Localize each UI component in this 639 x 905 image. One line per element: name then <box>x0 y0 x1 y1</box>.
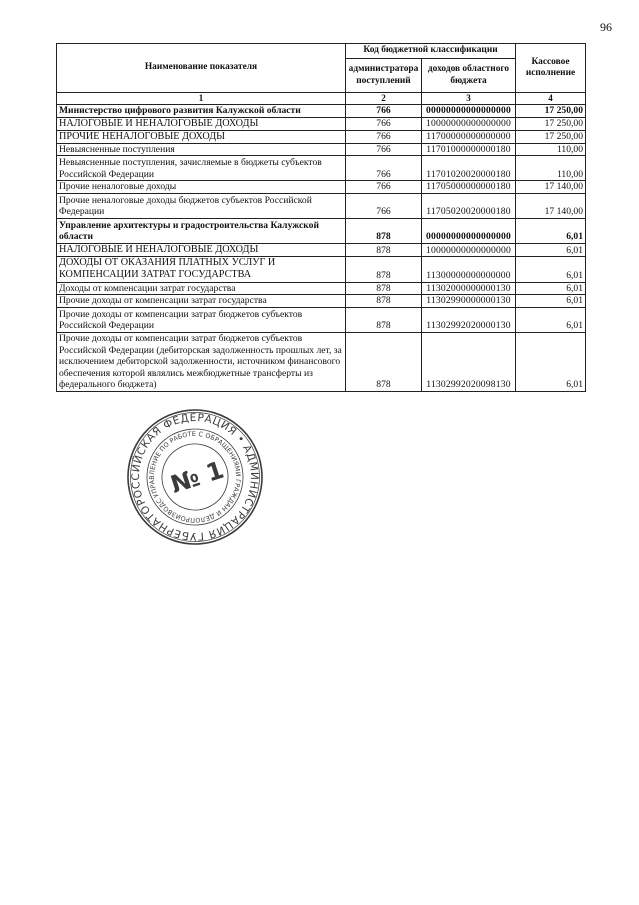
row-code-cell: 00000000000000000 <box>422 105 516 118</box>
table-row <box>57 332 586 391</box>
row-code-cell: 11705000000000180 <box>422 181 516 194</box>
row-sum-cell: 110,00 <box>516 143 586 156</box>
row-sum-cell: 17 250,00 <box>516 105 586 118</box>
column-number: 4 <box>516 93 586 105</box>
table-row <box>57 307 586 332</box>
table-row <box>57 117 586 130</box>
row-code-cell: 11300000000000000 <box>422 257 516 282</box>
row-name-cell: Доходы от компенсации затрат государства <box>57 282 346 295</box>
row-name-cell: Невыясненные поступления, зачисляемые в бюджеты субъектов Российской Федерации <box>57 156 346 181</box>
row-name-cell: Прочие доходы от компенсации затрат бюджетов субъектов Российской Федерации (дебиторская задолженность прошлых лет, за исключением дебиторской задолженности, источником финансового обеспечения которой являлись межбюджетные трансферты из федерального бюджета) <box>57 332 346 391</box>
row-code-cell: 11302992020098130 <box>422 332 516 391</box>
header-cash-execution: Кассовое исполнение <box>516 44 586 93</box>
row-admin-cell: 766 <box>346 193 422 218</box>
column-number: 2 <box>346 93 422 105</box>
row-admin-cell: 878 <box>346 243 422 256</box>
column-number: 3 <box>422 93 516 105</box>
row-admin-cell: 766 <box>346 181 422 194</box>
row-sum-cell: 6,01 <box>516 257 586 282</box>
row-code-cell: 11700000000000000 <box>422 130 516 143</box>
column-number: 1 <box>57 93 346 105</box>
row-name-cell: Прочие доходы от компенсации затрат бюджетов субъектов Российской Федерации <box>57 307 346 332</box>
official-seal <box>125 407 265 547</box>
row-name-cell: Прочие неналоговые доходы <box>57 181 346 194</box>
table-body <box>57 105 586 392</box>
table-row <box>57 130 586 143</box>
row-admin-cell: 878 <box>346 332 422 391</box>
row-name-cell: Прочие доходы от компенсации затрат государства <box>57 295 346 308</box>
row-admin-cell: 766 <box>346 143 422 156</box>
page-number: 96 <box>600 20 612 34</box>
table-row <box>57 105 586 118</box>
header-income-code: доходов областного бюджета <box>422 59 516 93</box>
row-name-cell: Управление архитектуры и градостроительства Калужской области <box>57 218 346 243</box>
table-row <box>57 193 586 218</box>
row-sum-cell: 6,01 <box>516 295 586 308</box>
table-row <box>57 257 586 282</box>
row-sum-cell: 6,01 <box>516 332 586 391</box>
row-code-cell: 11705020020000180 <box>422 193 516 218</box>
row-admin-cell: 766 <box>346 130 422 143</box>
budget-table <box>56 43 586 392</box>
table-row <box>57 295 586 308</box>
row-sum-cell: 6,01 <box>516 282 586 295</box>
row-name-cell: Невыясненные поступления <box>57 143 346 156</box>
row-code-cell: 11701000000000180 <box>422 143 516 156</box>
table-row <box>57 218 586 243</box>
row-sum-cell: 17 250,00 <box>516 117 586 130</box>
row-code-cell: 11302000000000130 <box>422 282 516 295</box>
row-name-cell: ДОХОДЫ ОТ ОКАЗАНИЯ ПЛАТНЫХ УСЛУГ И КОМПЕНСАЦИИ ЗАТРАТ ГОСУДАРСТВА <box>57 257 346 282</box>
row-admin-cell: 878 <box>346 218 422 243</box>
row-admin-cell: 878 <box>346 257 422 282</box>
row-name-cell: НАЛОГОВЫЕ И НЕНАЛОГОВЫЕ ДОХОДЫ <box>57 243 346 256</box>
table-row <box>57 156 586 181</box>
row-admin-cell: 766 <box>346 156 422 181</box>
row-admin-cell: 878 <box>346 282 422 295</box>
row-sum-cell: 17 140,00 <box>516 193 586 218</box>
row-code-cell: 10000000000000000 <box>422 117 516 130</box>
row-name-cell: ПРОЧИЕ НЕНАЛОГОВЫЕ ДОХОДЫ <box>57 130 346 143</box>
row-sum-cell: 110,00 <box>516 156 586 181</box>
stamp-number: № 1 <box>167 455 228 499</box>
row-name-cell: Министерство цифрового развития Калужской области <box>57 105 346 118</box>
row-sum-cell: 6,01 <box>516 243 586 256</box>
row-code-cell: 11701020020000180 <box>422 156 516 181</box>
stamp-outer-text: РОССИЙСКАЯ ФЕДЕРАЦИЯ • АДМИНИСТРАЦИЯ ГУБЕРНАТОРА <box>129 411 261 543</box>
row-sum-cell: 17 140,00 <box>516 181 586 194</box>
table-row <box>57 282 586 295</box>
stamp-inner-text: УПРАВЛЕНИЕ ПО РАБОТЕ С ОБРАЩЕНИЯМИ ГРАЖДАН И ДЕЛОПРОИЗВОДСТВУ <box>147 429 243 525</box>
row-name-cell: НАЛОГОВЫЕ И НЕНАЛОГОВЫЕ ДОХОДЫ <box>57 117 346 130</box>
table-row <box>57 243 586 256</box>
table-row <box>57 181 586 194</box>
row-admin-cell: 878 <box>346 307 422 332</box>
row-admin-cell: 766 <box>346 117 422 130</box>
row-admin-cell: 878 <box>346 295 422 308</box>
header-admin-code: администратора поступлений <box>346 59 422 93</box>
row-name-cell: Прочие неналоговые доходы бюджетов субъектов Российской Федерации <box>57 193 346 218</box>
header-classification-group: Код бюджетной классификации <box>346 44 516 59</box>
row-admin-cell: 766 <box>346 105 422 118</box>
table-row <box>57 143 586 156</box>
row-sum-cell: 17 250,00 <box>516 130 586 143</box>
row-code-cell: 11302990000000130 <box>422 295 516 308</box>
row-code-cell: 10000000000000000 <box>422 243 516 256</box>
row-sum-cell: 6,01 <box>516 307 586 332</box>
row-code-cell: 11302992020000130 <box>422 307 516 332</box>
header-name: Наименование показателя <box>57 44 346 93</box>
row-code-cell: 00000000000000000 <box>422 218 516 243</box>
row-sum-cell: 6,01 <box>516 218 586 243</box>
